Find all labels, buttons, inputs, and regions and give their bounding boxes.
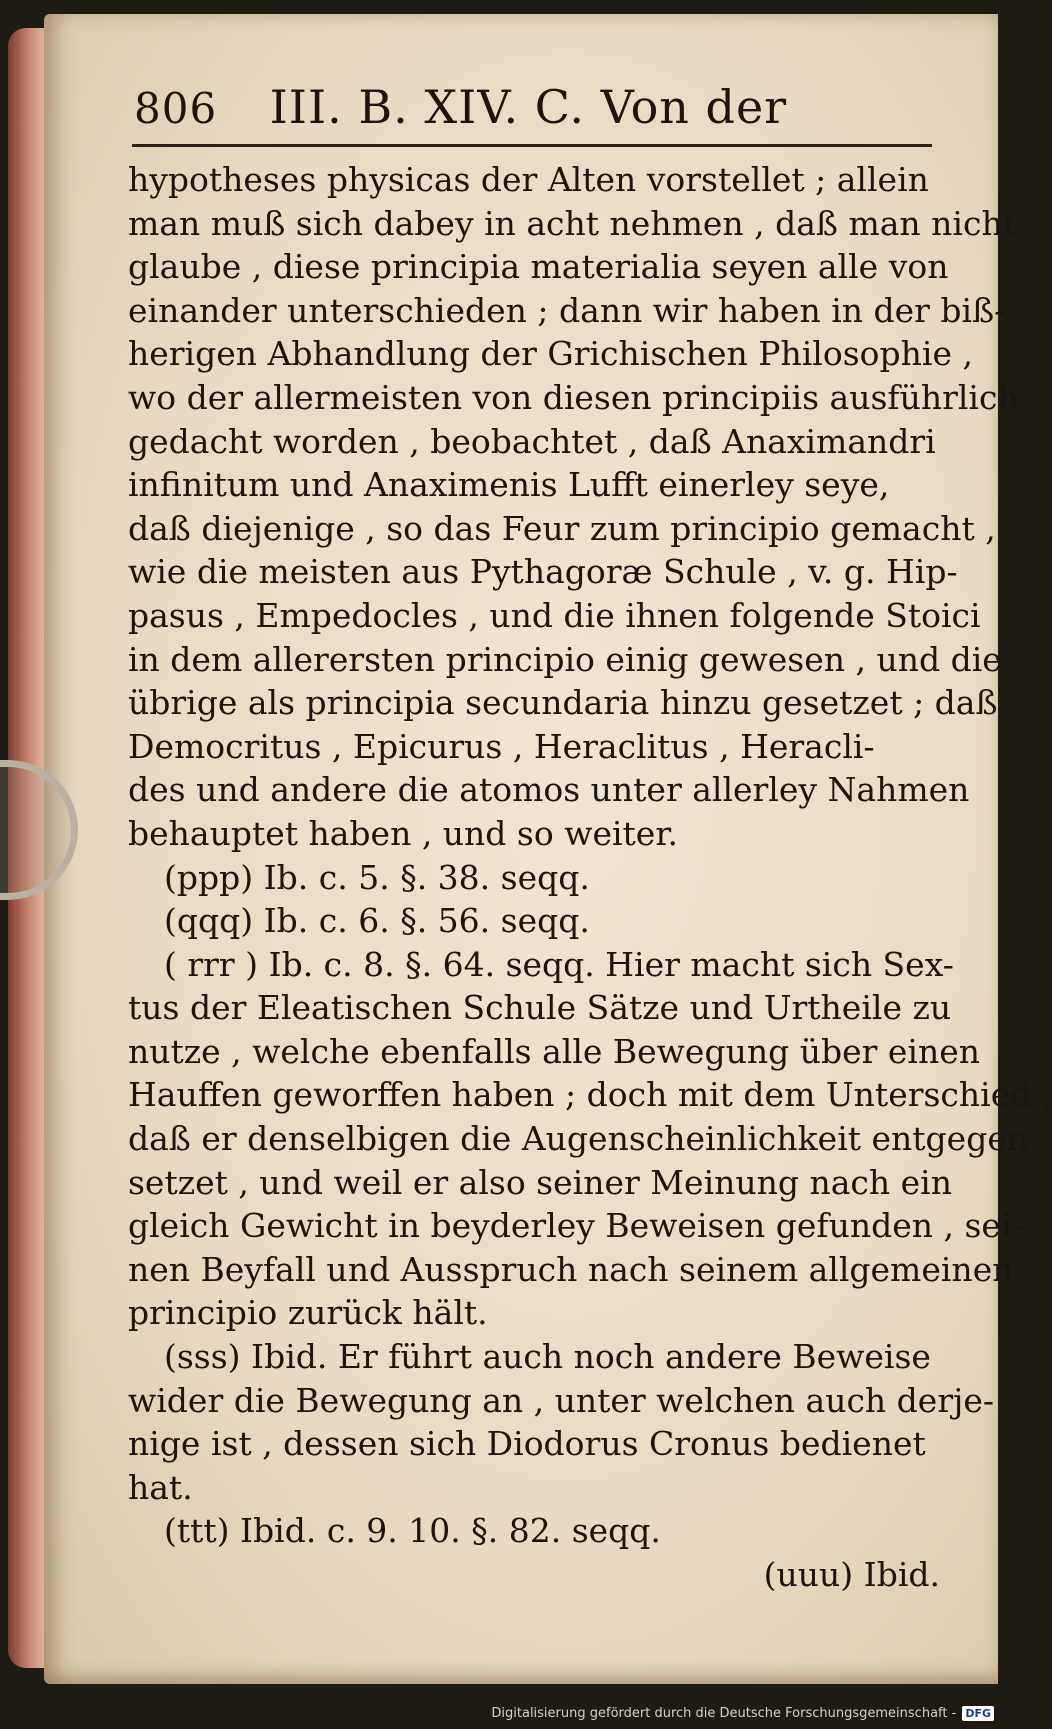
- text-line: gedacht worden , beobachtet , daß Anaximandri: [128, 421, 936, 461]
- text-line: wie die meisten aus Pythagoræ Schule , v. g. Hip-: [128, 552, 958, 592]
- catchword: (uuu) Ibid.: [763, 1555, 940, 1594]
- text-line: pasus , Empedocles , und die ihnen folgende Stoici: [128, 595, 981, 635]
- text-line: nige ist , dessen sich Diodorus Cronus bedienet: [128, 1424, 926, 1464]
- text-line: principio zurück hält.: [128, 1293, 488, 1333]
- text-line: man muß sich dabey in acht nehmen , daß man nicht: [128, 203, 1016, 243]
- digitization-footer: [491, 1701, 994, 1725]
- footnote-ttt: (ttt) Ibid. c. 9. 10. §. 82. seqq.: [164, 1511, 661, 1551]
- text-line: tus der Eleatischen Schule Sätze und Urtheile zu: [128, 988, 952, 1028]
- text-line: wo der allermeisten von diesen principiis ausführlich: [128, 377, 1019, 417]
- text-line: nutze , welche ebenfalls alle Bewegung über einen: [128, 1031, 980, 1071]
- running-head: [134, 80, 934, 140]
- text-line: in dem allerersten principio einig gewesen , und die: [128, 639, 1002, 679]
- running-title: III. B. XIV. C. Von der: [269, 80, 788, 134]
- text-line: hat.: [128, 1467, 193, 1507]
- text-line: wider die Bewegung an , unter welchen auch derje-: [128, 1380, 995, 1420]
- text-line: Democritus , Epicurus , Heraclitus , Heracli-: [128, 726, 875, 766]
- footnote-qqq: (qqq) Ib. c. 6. §. 56. seqq.: [164, 901, 590, 941]
- page-number: 806: [134, 84, 218, 133]
- footnote-sss: (sss) Ibid. Er führt auch noch andere Beweise: [164, 1337, 931, 1377]
- text-line: daß er denselbigen die Augenscheinlichkeit entgegen: [128, 1119, 1029, 1159]
- text-line: herigen Abhandlung der Grichischen Philosophie ,: [128, 334, 973, 374]
- funding-credit: Digitalisierung gefördert durch die Deutsche Forschungsgemeinschaft -: [491, 1705, 957, 1721]
- text-line: hypotheses physicas der Alten vorstellet ; allein: [128, 160, 929, 199]
- text-line: Hauffen geworffen haben ; doch mit dem Unterschied ,: [128, 1075, 1052, 1115]
- header-rule: [132, 144, 932, 147]
- text-line: nen Beyfall und Ausspruch nach seinem allgemeinen: [128, 1249, 1014, 1289]
- text-line: gleich Gewicht in beyderley Beweisen gefunden , sei-: [128, 1206, 1023, 1246]
- footnote-rrr: ( rrr ) Ib. c. 8. §. 64. seqq. Hier macht sich Sex-: [164, 944, 954, 984]
- text-line: einander unterschieden ; dann wir haben in der biß-: [128, 290, 1006, 330]
- text-line: übrige als principia secundaria hinzu gesetzet ; daß: [128, 683, 998, 723]
- text-line: infinitum und Anaximenis Lufft einerley seye,: [128, 465, 890, 505]
- text-line: daß diejenige , so das Feur zum principio gemacht ,: [128, 508, 996, 548]
- text-line: des und andere die atomos unter allerley Nahmen: [128, 770, 970, 810]
- text-line: setzet , und weil er also seiner Meinung nach ein: [128, 1162, 952, 1202]
- dfg-logo: DFG: [962, 1706, 994, 1721]
- footnote-ppp: (ppp) Ib. c. 5. §. 38. seqq.: [164, 857, 590, 897]
- text-line: glaube , diese principia materialia seyen alle von: [128, 247, 949, 287]
- text-line: behauptet haben , und so weiter.: [128, 813, 678, 853]
- body-text: [128, 158, 1052, 1597]
